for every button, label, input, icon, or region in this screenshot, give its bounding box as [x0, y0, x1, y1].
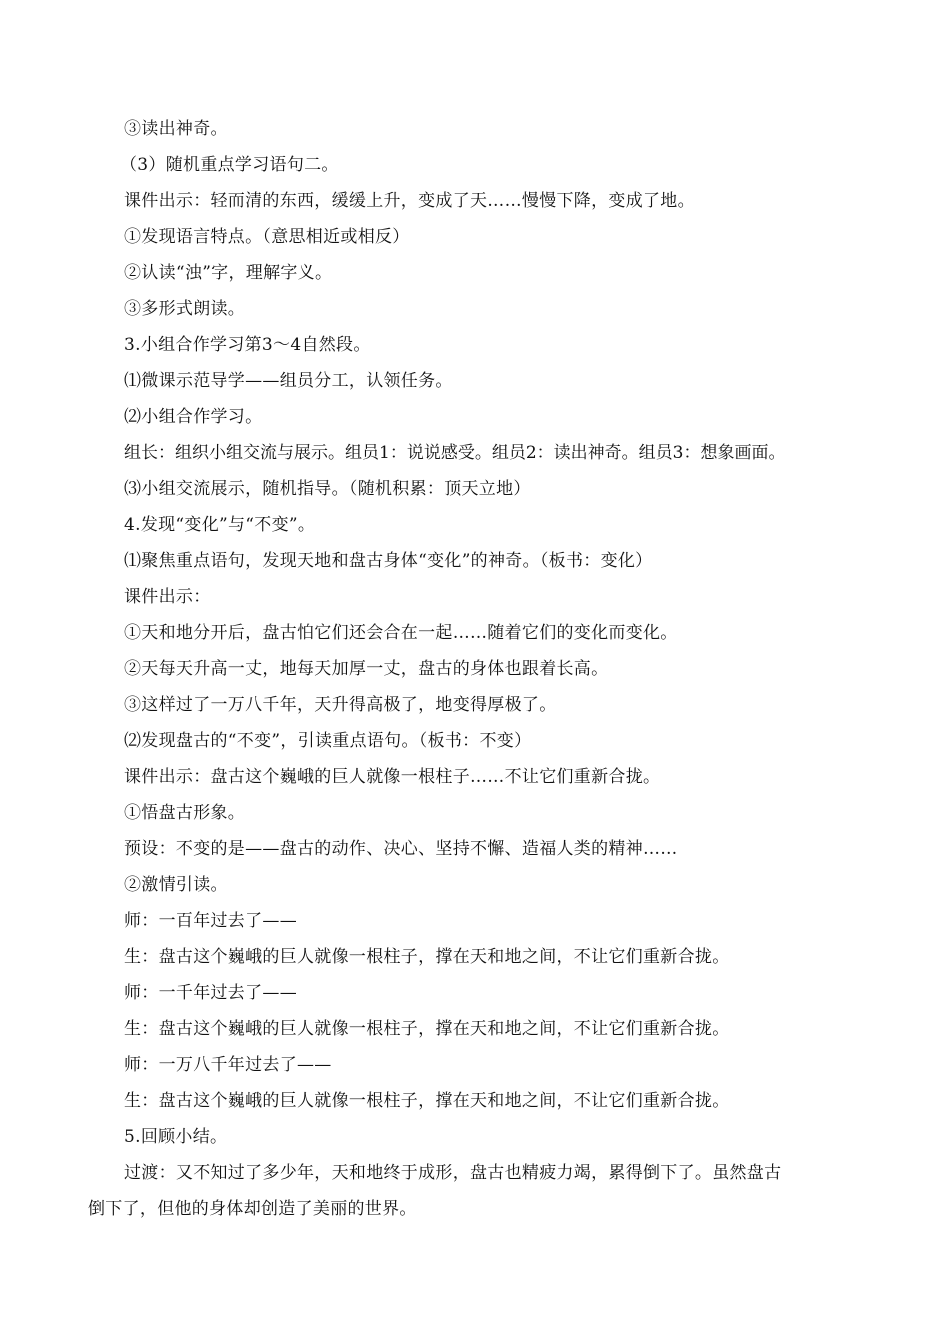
text-line: ③多形式朗读。	[124, 299, 246, 319]
text-line: ②认读“浊”字，理解字义。	[124, 263, 333, 283]
text-line: 3.小组合作学习第3～4自然段。	[124, 335, 371, 355]
text-line: 师：一万八千年过去了——	[124, 1055, 332, 1075]
text-line: 课件出示：盘古这个巍峨的巨人就像一根柱子……不让它们重新合拢。	[124, 767, 661, 787]
closing-paragraph-line-1: 过渡：又不知过了多少年，天和地终于成形，盘古也精疲力竭，累得倒下了。虽然盘古	[124, 1163, 782, 1183]
text-line: 生：盘古这个巍峨的巨人就像一根柱子，撑在天和地之间，不让它们重新合拢。	[124, 1091, 730, 1111]
text-line: ⑵小组合作学习。	[124, 407, 263, 427]
text-line: ①悟盘古形象。	[124, 803, 246, 823]
text-line: ③这样过了一万八千年，天升得高极了，地变得厚极了。	[124, 695, 557, 715]
text-line: ⑴微课示范导学——组员分工，认领任务。	[124, 371, 453, 391]
text-line: ⑶小组交流展示，随机指导。（随机积累：顶天立地）	[124, 479, 531, 499]
text-line: ②天每天升高一丈，地每天加厚一丈，盘古的身体也跟着长高。	[124, 659, 609, 679]
text-line: 课件出示：	[124, 587, 211, 607]
text-line: 生：盘古这个巍峨的巨人就像一根柱子，撑在天和地之间，不让它们重新合拢。	[124, 947, 730, 967]
text-line: ⑴聚焦重点语句，发现天地和盘古身体“变化”的神奇。（板书：变化）	[124, 551, 653, 571]
text-line: 预设：不变的是——盘古的动作、决心、坚持不懈、造福人类的精神……	[124, 839, 678, 859]
closing-paragraph-line-2: 倒下了，但他的身体却创造了美丽的世界。	[88, 1199, 417, 1219]
text-line: ③读出神奇。	[124, 119, 228, 139]
text-line: ①发现语言特点。（意思相近或相反）	[124, 227, 410, 247]
text-line: 5.回顾小结。	[124, 1127, 228, 1147]
text-line: ②激情引读。	[124, 875, 228, 895]
text-line: 生：盘古这个巍峨的巨人就像一根柱子，撑在天和地之间，不让它们重新合拢。	[124, 1019, 730, 1039]
text-line: ⑵发现盘古的“不变”，引读重点语句。（板书：不变）	[124, 731, 532, 751]
text-line: 课件出示：轻而清的东西，缓缓上升，变成了天……慢慢下降，变成了地。	[124, 191, 695, 211]
text-line: 4.发现“变化”与“不变”。	[124, 515, 316, 535]
text-line: 师：一百年过去了——	[124, 911, 297, 931]
text-line: （3）随机重点学习语句二。	[120, 155, 339, 175]
text-line: 师：一千年过去了——	[124, 983, 297, 1003]
text-line: 组长：组织小组交流与展示。组员1：说说感受。组员2：读出神奇。组员3：想象画面。	[124, 443, 786, 463]
text-line: ①天和地分开后，盘古怕它们还会合在一起……随着它们的变化而变化。	[124, 623, 678, 643]
